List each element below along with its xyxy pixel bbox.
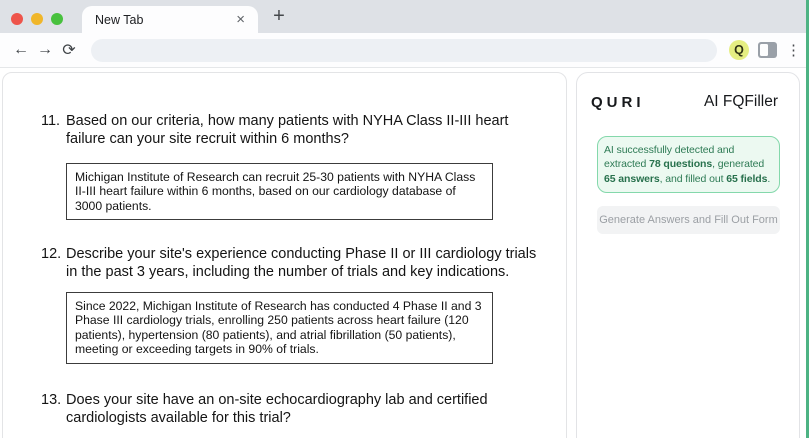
status-answers-count: 65 answers (604, 172, 660, 185)
generate-answers-button[interactable]: Generate Answers and Fill Out Form (597, 206, 780, 234)
question-11-number: 11. (41, 113, 61, 129)
page-content (0, 68, 809, 438)
quri-logo: QURI (591, 93, 645, 111)
question-11-answer-field[interactable]: Michigan Institute of Research can recruit 25-30 patients with NYHA Class II-III heart failure within 6 months, based on our cardiology database of 3000 patients. (66, 163, 493, 220)
forward-icon[interactable]: → (37, 41, 53, 58)
status-text: AI successfully detected and extracted (604, 144, 735, 171)
question-13 (41, 392, 546, 428)
browser-menu-icon[interactable]: ⋮ (786, 42, 801, 59)
window-close-button[interactable] (11, 13, 23, 25)
status-text: . (767, 172, 771, 185)
back-icon[interactable]: ← (13, 41, 29, 58)
question-11-text: Based on our criteria, how many patients with NYHA Class II-III heart failure can your site recruit within 6 months? (66, 113, 509, 147)
question-12-number: 12. (41, 246, 62, 263)
window-controls (11, 13, 63, 25)
question-12-text: Describe your site's experience conducting Phase II or III cardiology trials in the past 3 years, including the number of trials and key indications. (66, 246, 537, 281)
tab-title: New Tab (95, 12, 144, 27)
panel-title: AI FQFiller (703, 93, 778, 110)
question-12-answer-field[interactable]: Since 2022, Michigan Institute of Research has conducted 4 Phase II and 3 Phase III cardiology trials, enrolling 250 patients across heart failure (120 patients), hypertension (80 patients), and atrial fibrillation (50 patients), meeting or exceeding targets in 90% of trials. (66, 292, 493, 364)
status-text: , generated (712, 158, 765, 171)
status-fields-count: 65 fields (726, 172, 768, 185)
feasibility-form-document (2, 72, 567, 438)
question-13-number: 13. (41, 391, 62, 408)
tab-close-icon[interactable]: × (236, 11, 245, 28)
reload-icon[interactable]: ⟳ (62, 42, 76, 59)
question-13-text: Does your site have an on-site echocardiography lab and certified cardiologists available for this trial? (66, 391, 488, 426)
panel-header (591, 93, 779, 111)
ai-status-message (597, 136, 780, 193)
window-minimize-button[interactable] (31, 13, 43, 25)
tab-strip (0, 0, 809, 33)
status-text: , and filled out (659, 172, 727, 185)
address-bar-input[interactable] (91, 39, 717, 62)
side-panel-toggle-inner (760, 44, 768, 56)
quri-extension-icon[interactable]: Q (729, 40, 749, 60)
tab-new-tab[interactable] (82, 6, 258, 33)
question-11 (41, 113, 546, 149)
question-12 (41, 246, 546, 282)
status-questions-count: 78 questions (649, 158, 713, 171)
window-zoom-button[interactable] (51, 13, 63, 25)
new-tab-button[interactable]: + (273, 5, 285, 27)
ai-fqfiller-panel (576, 72, 800, 438)
side-panel-toggle-icon[interactable] (758, 42, 777, 58)
browser-toolbar (0, 33, 809, 68)
